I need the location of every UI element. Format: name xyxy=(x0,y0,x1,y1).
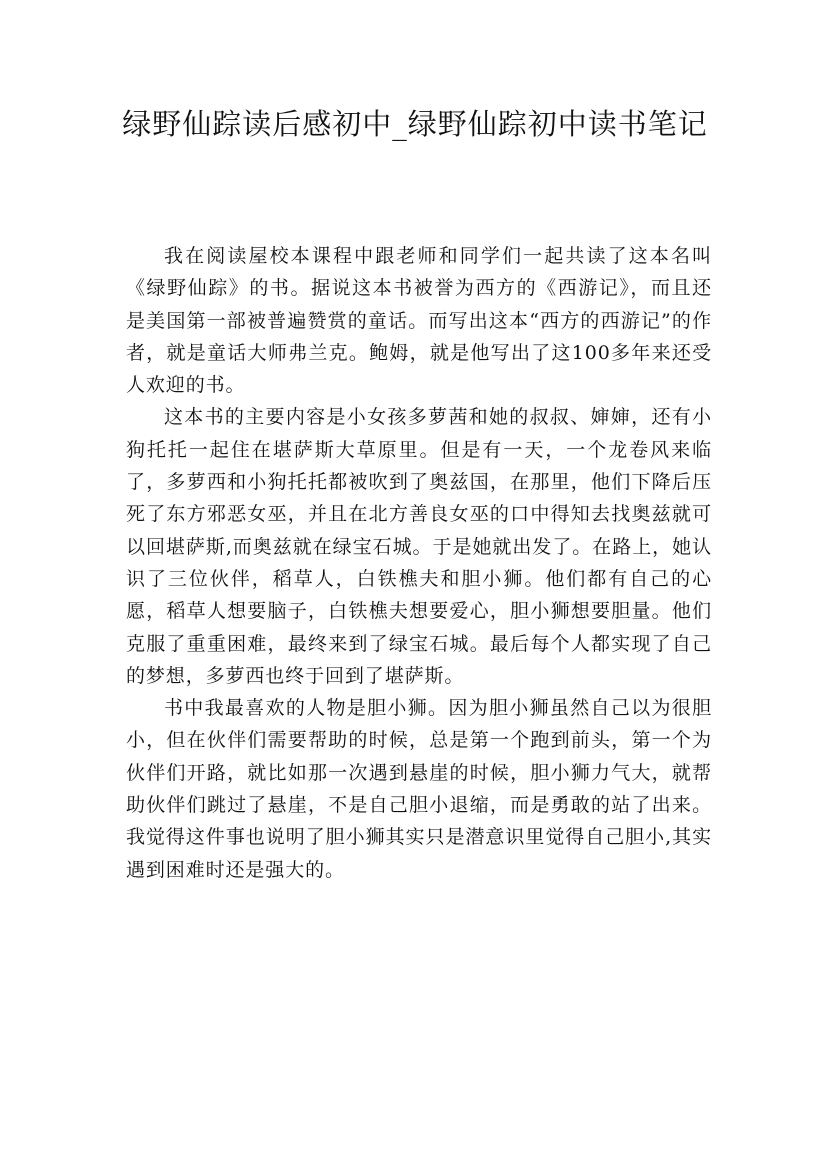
paragraph-1: 我在阅读屋校本课程中跟老师和同学们一起共读了这本名叫《绿野仙踪》的书。据说这本书被誉为西方的《西游记》，而且还是美国第一部被普遍赞赏的童话。而写出这本“西方的西游记”的作者，就是童话大师弗兰克。鲍姆，就是他写出了这100多年来还受人欢迎的书。 xyxy=(126,245,712,397)
paragraph-3: 书中我最喜欢的人物是胆小狮。因为胆小狮虽然自己以为很胆小，但在伙伴们需要帮助的时候，总是第一个跑到前头，第一个为伙伴们开路，就比如那一次遇到悬崖的时候，胆小狮力气大，就帮助伙伴们跳过了悬崖，不是自己胆小退缩，而是勇敢的站了出来。我觉得这件事也说明了胆小狮其实只是潜意识里觉得自己胆小,其实遇到困难时还是强大的。 xyxy=(126,697,712,881)
document-title: 绿野仙踪读后感初中_绿野仙踪初中读书笔记 xyxy=(122,107,708,141)
document-body xyxy=(126,240,712,886)
paragraph-2: 这本书的主要内容是小女孩多萝茜和她的叔叔、婶婶，还有小狗托托一起住在堪萨斯大草原里。但是有一天，一个龙卷风来临了，多萝西和小狗托托都被吹到了奥兹国，在那里，他们下降后压死了东方邪恶女巫，并且在北方善良女巫的口中得知去找奥兹就可以回堪萨斯,而奥兹就在绿宝石城。于是她就出发了。在路上，她认识了三位伙伴，稻草人，白铁樵夫和胆小狮。他们都有自己的心愿，稻草人想要脑子，白铁樵夫想要爱心，胆小狮想要胆量。他们克服了重重困难，最终来到了绿宝石城。最后每个人都实现了自己的梦想，多萝西也终于回到了堪萨斯。 xyxy=(126,406,712,687)
